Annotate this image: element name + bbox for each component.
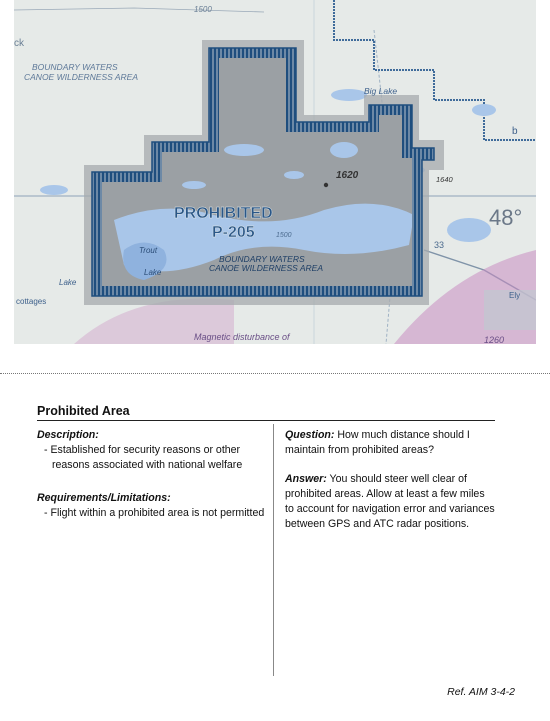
requirements-label: Requirements/Limitations: — [37, 492, 171, 504]
map-lake — [182, 181, 206, 189]
map-lake — [224, 144, 264, 156]
description-text: - Established for security reasons or other reasons associated with national welfare — [44, 444, 243, 471]
answer-label: Answer: — [285, 473, 327, 485]
card-title-rule — [37, 420, 495, 421]
map-label-cottages: cottages — [16, 297, 47, 306]
map-lake — [447, 218, 491, 242]
map-label-fragment-b: b — [512, 126, 518, 137]
map-label-canoe-wilderness-mid: CANOE WILDERNESS AREA — [209, 263, 323, 273]
map-label-trout-lake: Lake — [144, 268, 162, 277]
reference-citation: Ref. AIM 3-4-2 — [447, 686, 515, 698]
question-text: How much distance should I maintain from prohibited areas? — [285, 429, 470, 456]
map-label-fragment-1500: 1500 — [194, 5, 212, 14]
map-label-canoe-wilderness-top: CANOE WILDERNESS AREA — [24, 72, 138, 82]
right-column — [285, 428, 495, 532]
left-column — [37, 428, 267, 521]
map-label-fragment-ck: ck — [14, 38, 24, 49]
page-separator — [0, 373, 550, 374]
sectional-chart-image — [14, 0, 536, 344]
map-label-lake: Lake — [59, 278, 77, 287]
answer-text: You should steer well clear of prohibited areas. Allow at least a few miles to account for navigation error and variances between GPS and ATC radar positions. — [285, 473, 495, 530]
map-label-ely: Ely — [509, 291, 521, 300]
question-block — [285, 428, 495, 458]
map-label-prohibited: PROHIBITED — [174, 205, 273, 222]
card-title: Prohibited Area — [37, 404, 130, 418]
column-divider — [273, 424, 274, 676]
map-label-elevation-1620: 1620 — [336, 170, 359, 181]
map-lake — [40, 185, 68, 195]
question-label: Question: — [285, 429, 335, 441]
map-label-area-id: P-205 — [212, 224, 255, 241]
map-lake — [331, 89, 367, 101]
description-label: Description: — [37, 429, 99, 441]
map-label-boundary-waters-top: BOUNDARY WATERS — [32, 62, 118, 72]
map-label-latitude: 48° — [489, 205, 523, 230]
requirements-text: - Flight within a prohibited area is not permitted — [44, 507, 265, 519]
map-lake — [472, 104, 496, 116]
map-label-elevation-1640: 1640 — [436, 175, 453, 184]
map-label-elevation-1500: 1500 — [276, 232, 292, 239]
answer-block — [285, 472, 495, 532]
map-label-fragment-1260: 1260 — [484, 335, 505, 344]
elevation-point — [324, 183, 328, 187]
map-label-big-lake: Big Lake — [364, 86, 398, 96]
map-label-boundary-waters-mid: BOUNDARY WATERS — [219, 254, 305, 264]
map-lake — [330, 142, 358, 158]
map-label-magnetic-disturbance: Magnetic disturbance of — [194, 332, 290, 342]
map-lake — [284, 171, 304, 179]
map-label-fragment-33: 33 — [434, 240, 445, 250]
map-label-trout: Trout — [139, 246, 158, 255]
